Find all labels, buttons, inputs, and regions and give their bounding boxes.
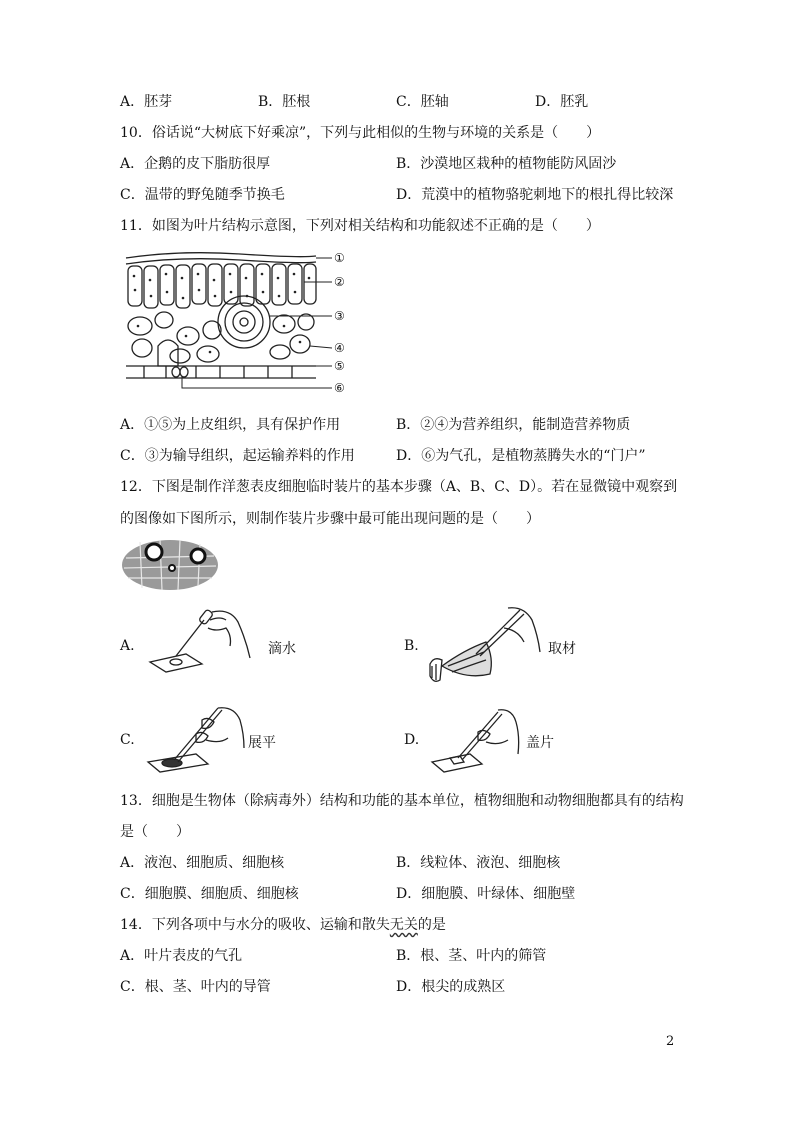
label-3: ③ <box>334 309 345 323</box>
q11-stem: 11．如图为叶片结构示意图，下列对相关结构和功能叙述不正确的是（ ） <box>120 218 600 234</box>
step-d-covering-slip-image <box>430 702 520 776</box>
step-d-letter: D. <box>404 732 420 748</box>
q14-stem <box>120 914 446 934</box>
step-c-letter: C. <box>120 732 135 748</box>
step-a-label: 滴水 <box>268 641 296 657</box>
step-a-dropping-water-image <box>146 606 256 676</box>
label-2: ② <box>334 275 345 289</box>
q14-option-c: C．根、茎、叶内的导管 <box>120 979 271 995</box>
q9-option-c: C．胚轴 <box>396 94 449 110</box>
q10-option-a: A．企鹅的皮下脂肪很厚 <box>120 156 271 172</box>
step-c-flattening-image <box>146 700 246 776</box>
q13-stem-line2: 是（ ） <box>120 824 190 840</box>
q14-stem-after: 的是 <box>417 917 446 933</box>
q11-option-d: D．⑥为气孔，是植物蒸腾失水的“门户” <box>396 448 646 464</box>
label-4: ④ <box>334 341 345 355</box>
step-b-label: 取材 <box>548 641 576 657</box>
q9-option-d: D．胚乳 <box>535 94 589 110</box>
q10-stem: 10．俗话说“大树底下好乘凉”，下列与此相似的生物与环境的关系是（ ） <box>120 125 601 141</box>
q11-option-a: A．①⑤为上皮组织，具有保护作用 <box>120 417 341 433</box>
q12-stem-line1: 12．下图是制作洋葱表皮细胞临时装片的基本步骤（A、B、C、D）。若在显微镜中观察到 <box>120 479 678 495</box>
q9-option-a: A．胚芽 <box>120 94 173 110</box>
q13-option-d: D．细胞膜、叶绿体、细胞壁 <box>396 886 576 902</box>
q14-option-b: B．根、茎、叶内的筛管 <box>396 948 547 964</box>
q14-stem-emphasis: 无关 <box>389 917 418 933</box>
step-b-letter: B. <box>404 638 419 654</box>
step-c-label: 展平 <box>248 735 276 751</box>
page-number: 2 <box>666 1034 675 1049</box>
step-d-label: 盖片 <box>526 735 554 751</box>
q14-option-a: A．叶片表皮的气孔 <box>120 948 243 964</box>
step-a-letter: A. <box>120 638 135 654</box>
q9-option-b: B．胚根 <box>258 94 311 110</box>
label-1: ① <box>334 251 345 265</box>
microscope-view-image <box>120 538 220 592</box>
leaf-structure-diagram <box>120 246 350 396</box>
step-b-taking-material-image <box>424 602 544 686</box>
q10-option-c: C．温带的野兔随季节换毛 <box>120 187 285 203</box>
q14-stem-before: 14．下列各项中与水分的吸收、运输和散失 <box>120 917 390 933</box>
q13-option-c: C．细胞膜、细胞质、细胞核 <box>120 886 299 902</box>
q10-option-d: D．荒漠中的植物骆驼刺地下的根扎得比较深 <box>396 187 674 203</box>
label-5: ⑤ <box>334 359 345 373</box>
q13-stem-line1: 13．细胞是生物体（除病毒外）结构和功能的基本单位，植物细胞和动物细胞都具有的结构 <box>120 793 684 809</box>
q13-option-b: B．线粒体、液泡、细胞核 <box>396 855 561 871</box>
q14-option-d: D．根尖的成熟区 <box>396 979 506 995</box>
q11-option-c: C．③为输导组织，起运输养料的作用 <box>120 448 355 464</box>
q12-stem-line2: 的图像如下图所示，则制作装片步骤中最可能出现问题的是（ ） <box>120 511 540 527</box>
q13-option-a: A．液泡、细胞质、细胞核 <box>120 855 285 871</box>
q11-option-b: B．②④为营养组织，能制造营养物质 <box>396 417 631 433</box>
label-6: ⑥ <box>334 381 345 395</box>
q10-option-b: B．沙漠地区栽种的植物能防风固沙 <box>396 156 617 172</box>
